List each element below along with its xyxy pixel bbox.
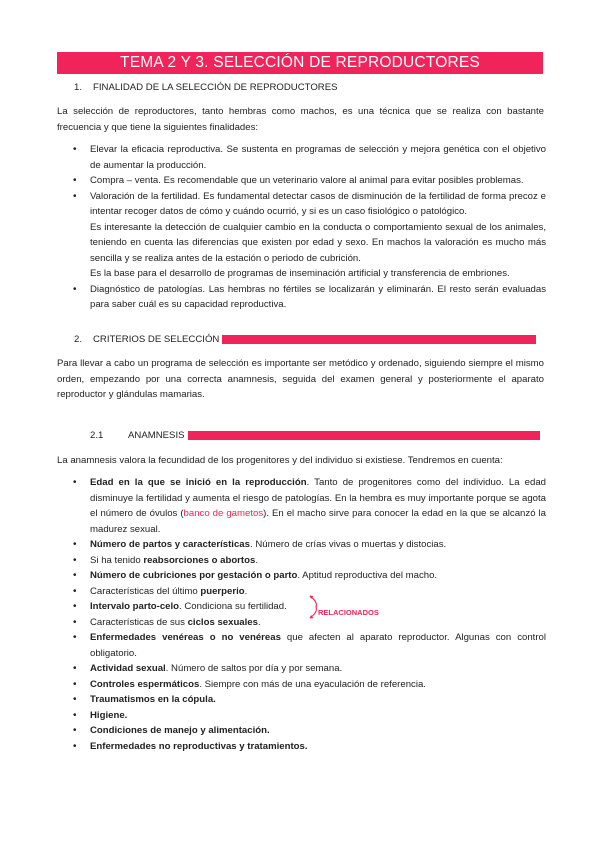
- bullet-icon: •: [73, 694, 77, 705]
- list-item: [72, 142, 546, 173]
- heading-underline-bar: [188, 431, 540, 440]
- section-number: 2.: [74, 334, 83, 345]
- list-item-text: que afecten al aparato reproductor. Algunas con control obligatorio.: [90, 632, 547, 659]
- list-item-text: . Condiciona su fertilidad.: [179, 601, 287, 612]
- bullet-icon: •: [73, 601, 77, 612]
- list-item: [72, 189, 546, 282]
- bullet-icon: •: [73, 632, 77, 643]
- page-title: TEMA 2 Y 3. SELECCIÓN DE REPRODUCTORES: [57, 52, 543, 74]
- bold-term: Controles espermáticos: [90, 678, 200, 690]
- section-2-1-intro: La anamnesis valora la fecundidad de los progenitores y del individuo si existiese. Tendremos en cuenta:: [57, 455, 503, 466]
- bold-term: Traumatismos en la cópula.: [90, 694, 216, 705]
- bold-term: Enfermedades venéreas o no venéreas: [90, 632, 281, 643]
- list-item: [72, 553, 546, 569]
- list-item: [72, 282, 546, 313]
- section-number: 2.1: [90, 430, 104, 441]
- bullet-icon: •: [73, 570, 77, 581]
- bold-term: Número de cubriciones por gestación o parto: [90, 570, 298, 581]
- bullet-icon: •: [73, 477, 77, 488]
- bold-term: Enfermedades no reproductivas y tratamientos.: [90, 740, 308, 752]
- bold-term: Edad en la que se inició en la reproducción: [90, 477, 307, 488]
- list-item-text: . Siempre con más de una eyaculación de referencia.: [199, 678, 426, 690]
- bullet-icon: •: [73, 663, 77, 674]
- list-item: [72, 173, 546, 189]
- section-2-intro: Para llevar a cabo un programa de selección es importante ser metódico y ordenado, siguiendo siempre el mismo orden, empezando por una correcta anamnesis, seguida del examen general y posteriormente el aparato reproductor y glándulas mamarias.: [57, 358, 544, 400]
- bullet-icon: •: [73, 678, 77, 690]
- bullet-icon: •: [73, 740, 77, 752]
- bold-term: ciclos sexuales: [187, 616, 258, 628]
- list-item: [72, 723, 546, 739]
- bullet-icon: •: [73, 175, 77, 186]
- bold-term: Número de partos y características: [90, 539, 250, 550]
- list-item-text: .: [244, 585, 248, 597]
- list-item: [72, 677, 546, 693]
- section-title: CRITERIOS DE SELECCIÓN: [93, 334, 220, 345]
- list-item: [72, 475, 546, 537]
- list-item: [72, 661, 546, 677]
- bold-term: Higiene.: [90, 709, 128, 721]
- list-item-text: Elevar la eficacia reproductiva. Se sustenta en programas de selección y mejora genética con el objetivo de aumentar la producción.: [90, 144, 546, 171]
- bullet-icon: •: [73, 190, 77, 202]
- list-item: [72, 708, 546, 724]
- section-1-intro: La selección de reproductores, tanto hembras como machos, es una técnica que se realiza con bastante frecuencia y que tiene la siguientes finalidades:: [57, 106, 544, 133]
- list-item-text: Diagnóstico de patologías. Las hembras no fértiles se localizarán y eliminarán. El resto serán evaluadas para saber cuál es su capacidad reproductiva.: [90, 283, 546, 310]
- bold-term: Condiciones de manejo y alimentación.: [90, 725, 270, 736]
- list-item-text: ). En el macho sirve para conocer la edad en la que se alcanzó la madurez sexual.: [90, 508, 546, 535]
- list-item-text: Valoración de la fertilidad. Es fundamental detectar casos de disminución de la fertilidad de forma precoz e intentar recoger datos de cómo y cuándo ocurrió, y si es un caso fisiológico o patológico.: [90, 190, 546, 217]
- list-item: [72, 739, 546, 755]
- list-item-text: . Tanto de progenitores como del individuo. La edad disminuye la fertilidad y aumenta el riesgo de patologías. En la hembra es muy importante porque se agota el número de óvulos (: [90, 477, 546, 519]
- list-item: [72, 692, 546, 708]
- heading-underline-bar: [222, 335, 536, 344]
- section-2-1-heading: [90, 430, 540, 441]
- bullet-icon: •: [73, 144, 77, 155]
- bullet-icon: •: [73, 725, 77, 736]
- bullet-icon: •: [73, 554, 77, 566]
- section-title: FINALIDAD DE LA SELECCIÓN DE REPRODUCTORES: [93, 82, 338, 93]
- list-item-text: .: [255, 554, 258, 566]
- list-item-extra: Es la base para el desarrollo de programas de inseminación artificial y transferencia de embriones.: [90, 268, 510, 279]
- list-item-text: Si ha tenido: [90, 554, 144, 566]
- highlight-term: banco de gametos: [183, 508, 264, 519]
- list-item-text: Características de sus: [90, 616, 188, 628]
- bold-term: puerperio: [200, 585, 245, 597]
- section-2-heading: [74, 334, 536, 345]
- bullet-icon: •: [73, 709, 77, 721]
- list-item-extra: Es interesante la detección de cualquier cambio en la conducta o comportamiento sexual de los animales, teniendo en cuenta las diferencias que existen por edad y sexo. En machos la valoración es mucho más sencilla y se realiza antes de la estación o periodo de cubrición.: [90, 221, 546, 264]
- list-item: [72, 630, 546, 661]
- list-item: [72, 537, 546, 553]
- bullet-icon: •: [73, 283, 77, 295]
- bold-term: reabsorciones o abortos: [143, 554, 256, 566]
- bold-term: Intervalo parto-celo: [90, 601, 180, 612]
- list-item-text: . Aptitud reproductiva del macho.: [297, 570, 438, 581]
- bold-term: Actividad sexual: [90, 663, 166, 674]
- section-1-list: [72, 142, 546, 313]
- list-item-text: Compra – venta. Es recomendable que un veterinario valore al animal para evitar posibles problemas.: [90, 175, 524, 186]
- bullet-icon: •: [73, 539, 77, 550]
- section-title: ANAMNESIS: [128, 430, 185, 441]
- list-item-text: . Número de crías vivas o muertas y distocias.: [249, 539, 447, 550]
- list-item-text: . Número de saltos por día y por semana.: [165, 663, 343, 674]
- list-item-text: Características del último: [90, 585, 201, 597]
- related-annotation: RELACIONADOS: [318, 608, 379, 617]
- section-number: 1.: [74, 82, 83, 93]
- bullet-icon: •: [73, 585, 77, 597]
- section-1-heading: [74, 82, 341, 93]
- list-item-text: .: [257, 616, 261, 628]
- bullet-icon: •: [73, 616, 77, 628]
- list-item: [72, 568, 546, 584]
